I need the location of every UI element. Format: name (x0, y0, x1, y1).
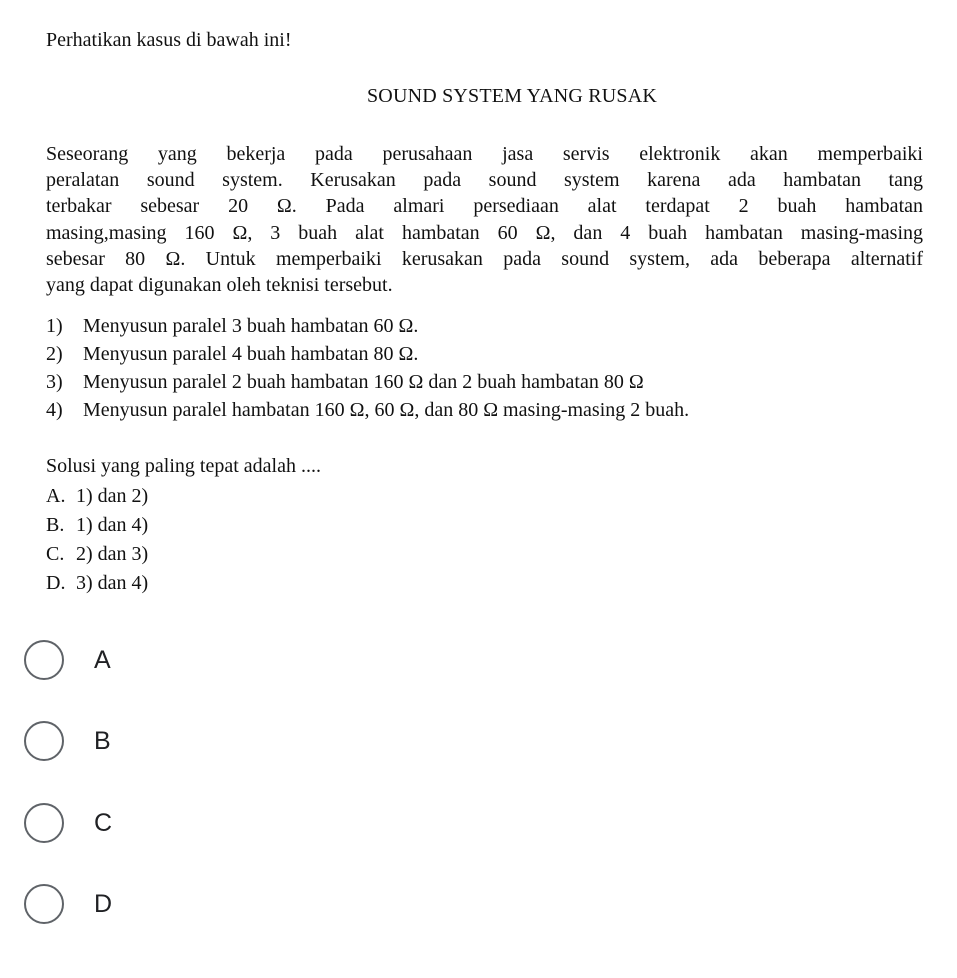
choice-item (46, 569, 148, 598)
alternatives-list (46, 312, 689, 424)
paragraph-line: masing,masing 160 Ω, 3 buah alat hambatan 60 Ω, dan 4 buah hambatan masing-masing (46, 221, 923, 244)
option-label: D (94, 889, 113, 918)
alternative-text: Menyusun paralel 3 buah hambatan 60 Ω. (83, 315, 419, 337)
question-text: Solusi yang paling tepat adalah .... (46, 455, 321, 477)
radio-button-c[interactable] (24, 803, 64, 843)
alternative-number: 4) (46, 399, 63, 421)
option-label: C (94, 808, 113, 837)
alternative-item (46, 312, 689, 340)
paragraph-line: terbakar sebesar 20 Ω. Pada almari persediaan alat terdapat 2 buah hambatan (46, 195, 923, 218)
alternative-number: 2) (46, 343, 63, 365)
alternative-text: Menyusun paralel hambatan 160 Ω, 60 Ω, dan 80 Ω masing-masing 2 buah. (83, 399, 690, 421)
option-label: A (94, 645, 111, 674)
radio-button-b[interactable] (24, 721, 64, 761)
alternative-number: 3) (46, 371, 63, 393)
choice-text: 2) dan 3) (76, 543, 149, 565)
choice-letter: B. (46, 514, 65, 536)
choice-item (46, 540, 148, 569)
choice-text: 3) dan 4) (76, 572, 149, 594)
option-a[interactable] (24, 635, 324, 685)
case-title: SOUND SYSTEM YANG RUSAK (366, 85, 657, 107)
option-c[interactable] (24, 798, 324, 848)
alternative-number: 1) (46, 315, 63, 337)
choices-list (46, 482, 148, 598)
choice-item (46, 482, 148, 511)
radio-button-d[interactable] (24, 884, 64, 924)
case-paragraph (46, 141, 923, 298)
intro-text: Perhatikan kasus di bawah ini! (46, 29, 292, 51)
alternative-item (46, 368, 689, 396)
alternative-item (46, 340, 689, 368)
paragraph-line: peralatan sound system. Kerusakan pada sound system karena ada hambatan tang (46, 169, 923, 192)
alternative-text: Menyusun paralel 4 buah hambatan 80 Ω. (83, 343, 419, 365)
option-label: B (94, 726, 111, 755)
choice-letter: C. (46, 543, 65, 565)
choice-text: 1) dan 2) (76, 485, 149, 507)
alternative-item (46, 396, 689, 424)
choice-text: 1) dan 4) (76, 514, 149, 536)
option-b[interactable] (24, 716, 324, 766)
option-d[interactable] (24, 879, 324, 929)
paragraph-line: sebesar 80 Ω. Untuk memperbaiki kerusakan pada sound system, ada beberapa alternatif (46, 247, 923, 270)
alternative-text: Menyusun paralel 2 buah hambatan 160 Ω dan 2 buah hambatan 80 Ω (83, 371, 644, 393)
radio-button-a[interactable] (24, 640, 64, 680)
paragraph-line: Seseorang yang bekerja pada perusahaan jasa servis elektronik akan memperbaiki (46, 143, 923, 165)
choice-item (46, 511, 148, 540)
paragraph-line: yang dapat digunakan oleh teknisi tersebut. (46, 274, 393, 297)
choice-letter: A. (46, 485, 66, 507)
choice-letter: D. (46, 572, 66, 594)
